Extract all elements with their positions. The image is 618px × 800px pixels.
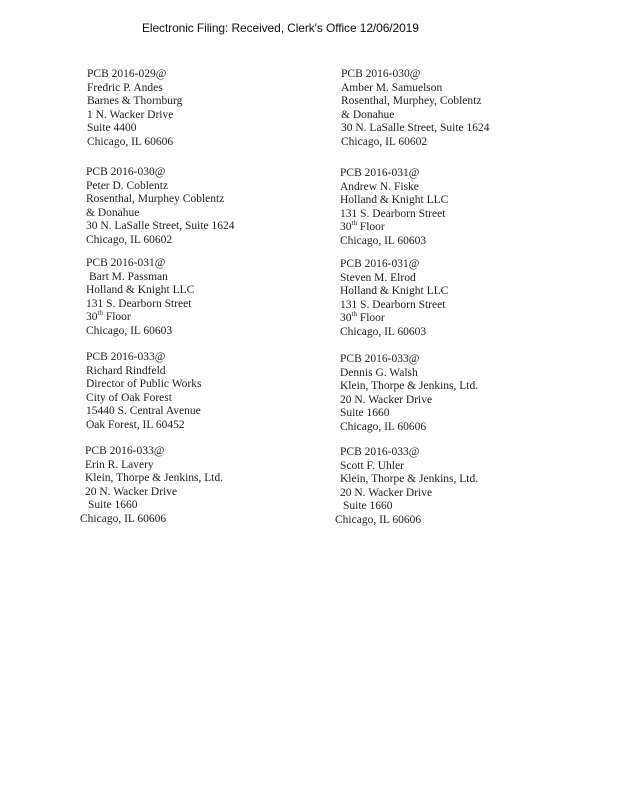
service-entry (335, 446, 479, 528)
city-state-zip: Chicago, IL 60603 (340, 234, 427, 247)
service-entry (86, 351, 201, 433)
case-number: PCB 2016-033@ (340, 353, 420, 365)
recipient-title: Director of Public Works (86, 378, 202, 391)
recipient-firm: & Donahue (86, 206, 140, 219)
address-line: Suite 1660 (343, 500, 393, 513)
recipient-firm: Holland & Knight LLC (340, 194, 449, 207)
address-line: 30 N. LaSalle Street, Suite 1624 (86, 220, 235, 233)
address-line: 1 N. Wacker Drive (87, 108, 174, 121)
recipient-name: Scott F. Uhler (340, 459, 404, 472)
recipient-firm: Barnes & Thornburg (87, 95, 183, 108)
city-state-zip: Chicago, IL 60606 (335, 513, 422, 526)
city-state-zip: Oak Forest, IL 60452 (86, 418, 185, 431)
service-entry (340, 167, 448, 249)
address-line: 30 N. LaSalle Street, Suite 1624 (341, 122, 490, 135)
address-line: 131 S. Dearborn Street (86, 297, 192, 310)
address-line: Suite 1660 (88, 499, 138, 512)
service-entry (341, 68, 490, 150)
case-number: PCB 2016-031@ (340, 258, 420, 270)
recipient-name: Amber M. Samuelson (341, 81, 443, 94)
city-state-zip: Chicago, IL 60602 (86, 233, 173, 246)
address-line: 131 S. Dearborn Street (340, 207, 446, 220)
service-entry (340, 353, 478, 435)
floor-line: 30th Floor (340, 310, 385, 325)
recipient-firm: Rosenthal, Murphey, Coblentz (341, 95, 482, 108)
city-state-zip: Chicago, IL 60606 (87, 135, 174, 148)
recipient-name: Bart M. Passman (89, 270, 168, 283)
recipient-name: Richard Rindfeld (86, 364, 166, 377)
filing-stamp: Electronic Filing: Received, Clerk's Office 12/06/2019 (142, 21, 419, 35)
case-number: PCB 2016-033@ (86, 351, 166, 363)
address-line: 20 N. Wacker Drive (340, 486, 433, 499)
case-number: PCB 2016-030@ (341, 68, 421, 80)
address-line: Suite 4400 (87, 122, 137, 135)
recipient-name: Andrew N. Fiske (340, 180, 419, 193)
address-line: 131 S. Dearborn Street (340, 298, 446, 311)
case-number: PCB 2016-033@ (340, 446, 420, 458)
floor-line: 30th Floor (340, 219, 385, 234)
city-state-zip: Chicago, IL 60603 (340, 325, 427, 338)
case-number: PCB 2016-031@ (340, 167, 420, 179)
recipient-firm: Holland & Knight LLC (86, 284, 195, 297)
case-number: PCB 2016-030@ (86, 166, 166, 178)
service-entry (340, 258, 448, 340)
service-entry (86, 257, 194, 339)
city-state-zip: Chicago, IL 60606 (340, 420, 427, 433)
recipient-firm: Holland & Knight LLC (340, 285, 449, 298)
address-line: 20 N. Wacker Drive (85, 485, 178, 498)
floor-line: 30th Floor (86, 309, 131, 324)
address-line: Suite 1660 (340, 407, 390, 420)
recipient-name: Dennis G. Walsh (340, 366, 418, 379)
recipient-name: Fredric P. Andes (87, 81, 163, 94)
recipient-name: Erin R. Lavery (85, 458, 154, 471)
service-entry (87, 68, 182, 150)
service-entry (80, 445, 224, 527)
address-line: 20 N. Wacker Drive (340, 393, 433, 406)
recipient-firm: Klein, Thorpe & Jenkins, Ltd. (340, 473, 479, 486)
city-state-zip: Chicago, IL 60602 (341, 135, 428, 148)
recipient-firm: & Donahue (341, 108, 395, 121)
case-number: PCB 2016-029@ (87, 68, 167, 80)
city-state-zip: Chicago, IL 60603 (86, 324, 173, 337)
address-line: 15440 S. Central Avenue (86, 405, 201, 418)
city-state-zip: Chicago, IL 60606 (80, 512, 167, 525)
recipient-name: Steven M. Elrod (340, 271, 416, 284)
case-number: PCB 2016-033@ (85, 445, 165, 457)
recipient-firm: City of Oak Forest (86, 391, 172, 404)
case-number: PCB 2016-031@ (86, 257, 166, 269)
recipient-firm: Klein, Thorpe & Jenkins, Ltd. (340, 380, 479, 393)
service-entry (86, 166, 235, 248)
recipient-name: Peter D. Coblentz (86, 179, 169, 192)
recipient-firm: Klein, Thorpe & Jenkins, Ltd. (85, 472, 224, 485)
recipient-firm: Rosenthal, Murphey Coblentz (86, 193, 225, 206)
